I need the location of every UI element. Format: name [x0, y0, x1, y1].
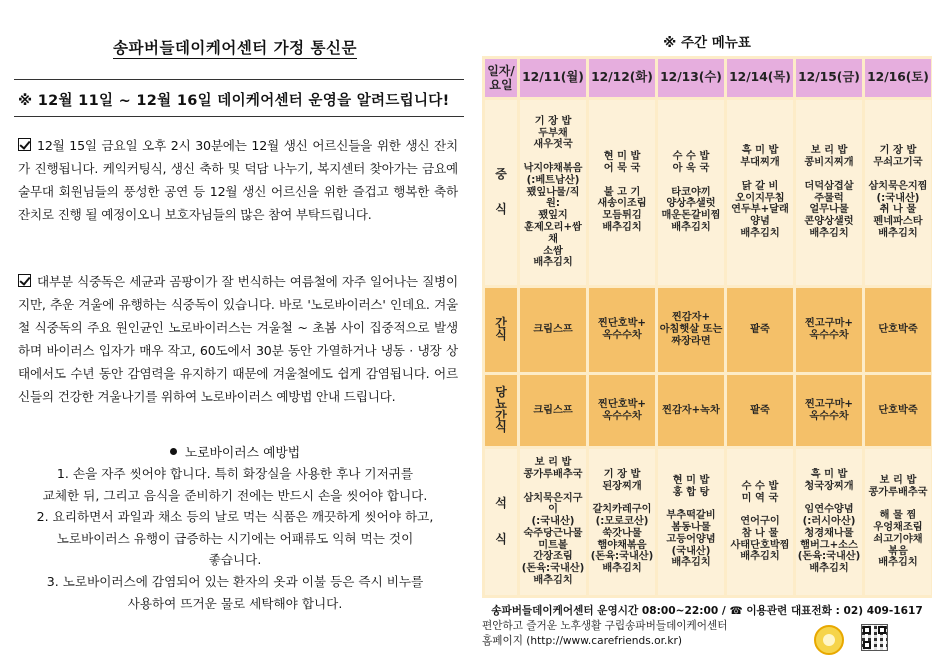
lunch-cell: 기 장 밥 두부채 새우젓국 낙지야채볶음 (:베트남산) 꽸잎나물/직원: 꽸잎지 훈제오리+쌈채 소쌈 배추김치 [520, 100, 586, 285]
notice-headline: ※ 12월 11일 ~ 12월 16일 데이케어센터 운영을 알려드립니다! [18, 93, 450, 109]
dinner-cell: 보 리 밥 콩가루배추국 해 물 찜 우엉채조림 쇠고기야채 볶음 배추김치 [865, 449, 931, 595]
snack-label: 간 식 [485, 288, 517, 372]
dinner-cell: 보 리 밥 콩가루배추국 삼치묵은지구이 (:국내산) 숙주당근나물 미트볼 간장조림 (돈육:국내산) 배추김치 [520, 449, 586, 595]
diabetic-snack-cell: 찐단호박+ 옥수수차 [589, 375, 655, 446]
center-logo-icon [814, 625, 844, 655]
day-header: 12/12(화) [589, 59, 655, 97]
checkbox-icon [18, 138, 31, 151]
snack-cell: 찐고구마+ 옥수수차 [796, 288, 862, 372]
snack-cell: 팥죽 [727, 288, 793, 372]
dinner-label: 석 식 [485, 449, 517, 595]
snack-cell: 찐단호박+ 옥수수차 [589, 288, 655, 372]
prevention-list [10, 463, 460, 614]
birthday-notice: 12월 15일 금요일 오후 2시 30분에는 12월 생신 어르신들을 위한 생신 잔치가 진행됩니다. 케익커팅식, 생신 축하 및 덕담 나누기, 복지센터 찾아가는 금요예술무대 회원님들의 풍성한 공연 등 12월 생신 어르신을 위한 즐겁고 행복한 축하 잔치로 진행 될 예정이오니 보호자님들의 많은 참여 부탁드립니다. [18, 138, 458, 222]
diabetic-snack-cell: 크림스프 [520, 375, 586, 446]
diabetic-snack-cell: 팥죽 [727, 375, 793, 446]
bullet-icon [170, 448, 177, 455]
divider [14, 116, 464, 117]
day-header: 12/13(수) [658, 59, 724, 97]
lunch-cell: 흑 미 밥 부대찌개 닭 갈 비 오이지무침 연두부+달래 양념 배추김치 [727, 100, 793, 285]
diabetic-snack-label: 당 뇨 간 식 [485, 375, 517, 446]
diabetic-snack-row [482, 375, 932, 446]
menu-header-row [482, 59, 932, 97]
lunch-row [482, 100, 932, 285]
prevention-item-2: 2. 요리하면서 과일과 채소 등의 날로 먹는 식품은 깨끗하게 씻어야 하고, 노로바이러스 유행이 급증하는 시기에는 어패류도 익혀 먹는 것이 좋습니다. [36, 509, 434, 568]
diabetic-snack-cell: 찐감자+녹차 [658, 375, 724, 446]
lunch-cell: 보 리 밥 콩비지찌개 더덕삼겹살 주물럭 얼무나물 콘양상샐럿 배추김치 [796, 100, 862, 285]
diabetic-snack-cell: 단호박죽 [865, 375, 931, 446]
date-day-label: 일자/ 요일 [485, 59, 517, 97]
divider [14, 79, 464, 80]
snack-cell: 크림스프 [520, 288, 586, 372]
dinner-cell: 현 미 밥 홍 합 탕 부추떡갈비 봄동나물 고등어양념 (국내산) 배추김치 [658, 449, 724, 595]
dinner-cell: 기 장 밥 된장찌개 갈치카레구이 (:모로코산) 쑥갓나물 햄야채볶음 (돈육:국내산) 배추김치 [589, 449, 655, 595]
center-slogan: 편안하고 즐거운 노후생활 구립송파버들데이케어센터 [482, 620, 728, 632]
lunch-cell: 수 수 밥 아 욱 국 타코야끼 양상추샐럿 매운돈갈비찜 배추김치 [658, 100, 724, 285]
dinner-cell: 흑 미 밥 청국장찌개 임연수양념 (:러시아산) 청경채나물 햄버그+소스 (돈육:국내산) 배추김치 [796, 449, 862, 595]
snack-cell: 단호박죽 [865, 288, 931, 372]
day-header: 12/15(금) [796, 59, 862, 97]
day-header: 12/16(토) [865, 59, 931, 97]
qr-code-icon [861, 624, 888, 651]
lunch-cell: 현 미 밥 어 묵 국 불 고 기 새송이조림 모듬튀김 배추김치 [589, 100, 655, 285]
prevention-heading: 노로바이러스 예방법 [0, 442, 470, 461]
dinner-cell: 수 수 밥 미 역 국 연어구이 참 나 물 사태단호박찜 배추김치 [727, 449, 793, 595]
day-header: 12/11(월) [520, 59, 586, 97]
checkbox-icon [18, 274, 31, 287]
menu-title: ※ 주간 메뉴표 [663, 35, 751, 51]
homepage-link[interactable]: 홈페이지 (http://www.carefriends.or.kr) [482, 635, 682, 647]
prevention-item-1: 1. 손을 자주 씻어야 합니다. 특히 화장실을 사용한 후나 기저귀를 교체한 뒤, 그리고 음식을 준비하기 전에는 반드시 손을 씻어야 합니다. [42, 466, 428, 503]
diabetic-snack-cell: 찐고구마+ 옥수수차 [796, 375, 862, 446]
prevention-item-3: 3. 노로바이러스에 감염되어 있는 환자의 옷과 이불 등은 즉시 비누를 사용하여 뜨거운 물로 세탁해야 합니다. [46, 573, 424, 611]
newsletter-title: 송파버들데이케어센터 가정 통신문 [113, 39, 357, 57]
norovirus-notice: 대부분 식중독은 세균과 곰팡이가 잘 번식하는 여름철에 자주 일어나는 질병이지만, 추운 겨울에 유행하는 식중독이 있습니다. 바로 '노로바이러스' 인데요. 겨울철 식중독의 주요 원인균인 노로바이러스는 겨울철 ~ 초봄 사이 집중적으로 발생하며 바이러스 입자가 매우 작고, 60도에서 30분 동안 가열하거나 냉동 · 냉장 상태에서도 수년 동안 감염력을 유지하기 때문에 겨울철에도 쉽게 감염됩니다. 어르신들의 건강한 겨울나기를 위하여 노로바이러스 예방법 안내 드립니다. [18, 274, 458, 404]
lunch-cell: 기 장 밥 무쇠고기국 삼치묵은지찜 (:국내산) 취 나 물 펜네파스타 배추김치 [865, 100, 931, 285]
snack-cell: 찐감자+ 아침햇살 또는 짜장라면 [658, 288, 724, 372]
day-header: 12/14(목) [727, 59, 793, 97]
snack-row [482, 288, 932, 372]
operating-hours: 송파버들데이케어센터 운영시간 08:00~22:00 / ☎ 이용관련 대표전화 : 02) 409-1617 [491, 605, 923, 617]
lunch-label: 중 식 [485, 100, 517, 285]
dinner-row [482, 449, 932, 595]
